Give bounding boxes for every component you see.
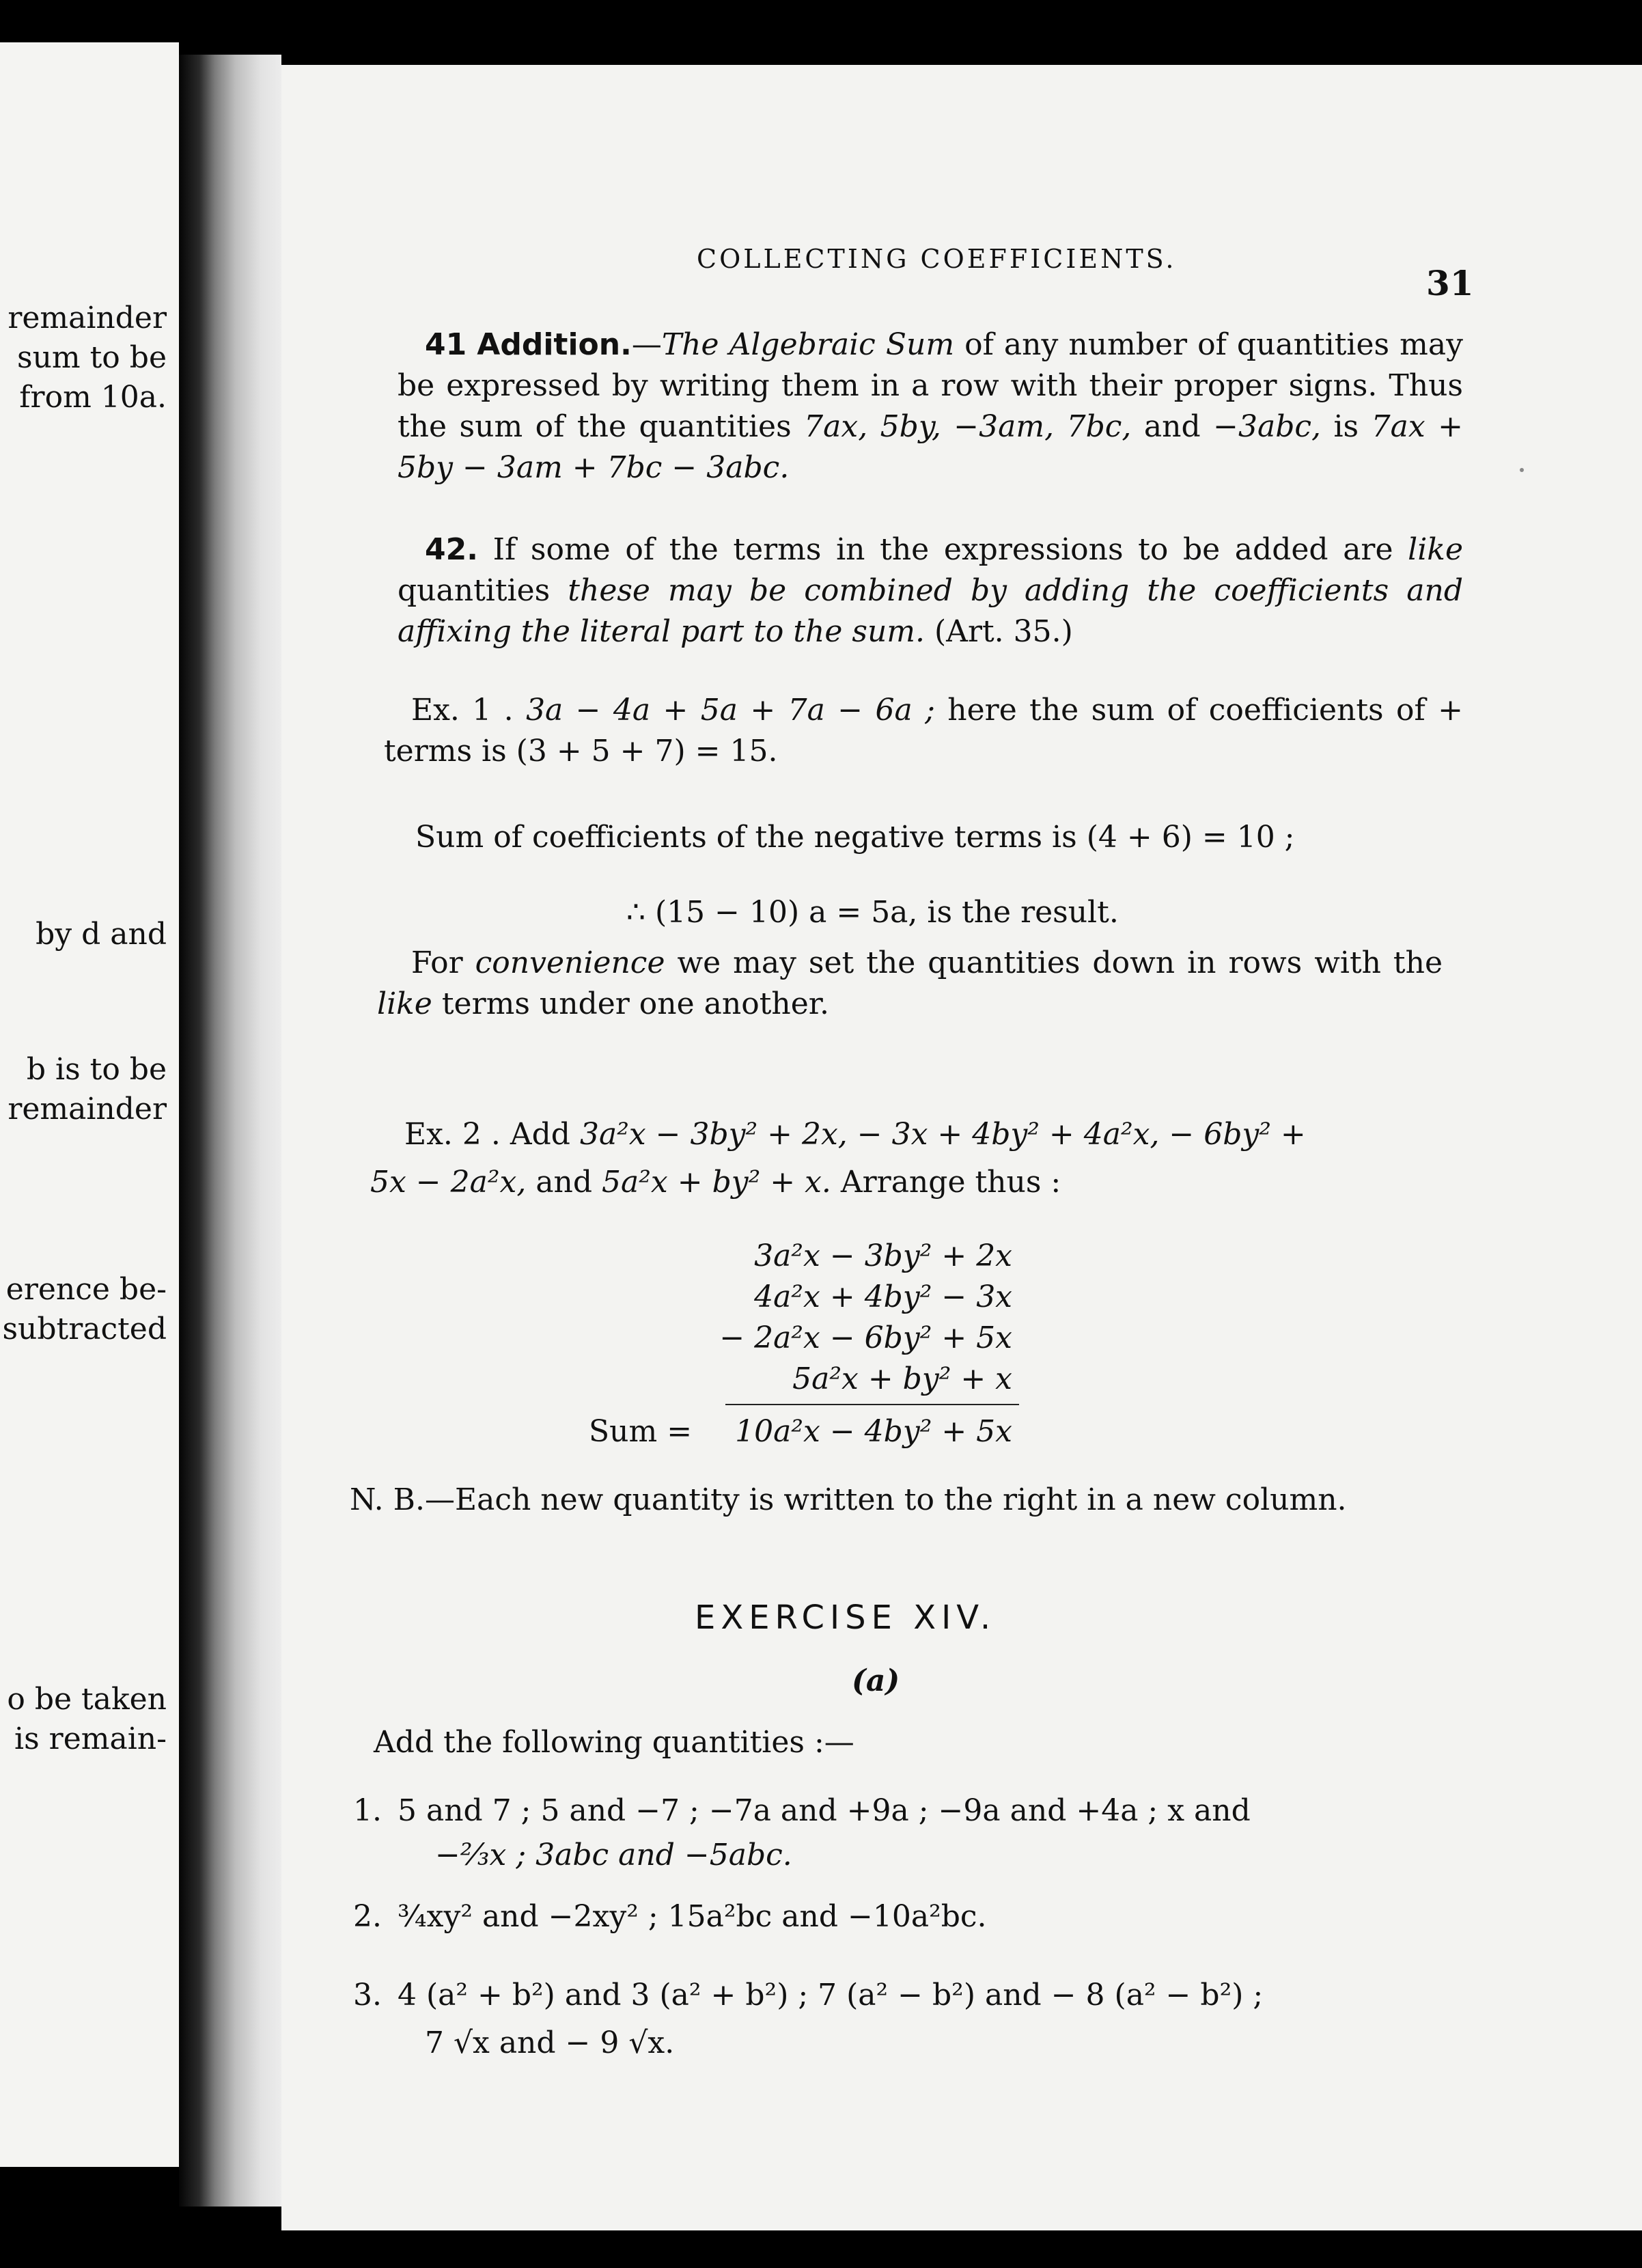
example-label: Ex. 2 . Add (404, 1117, 570, 1152)
paper-speck (1520, 468, 1524, 472)
sum-rule (725, 1404, 1019, 1405)
example-text: here the sum of coefficients of + terms is (3 + 5 + 7) = 15. (384, 693, 1464, 769)
example-2-line-2 (370, 1165, 1061, 1200)
left-page-line: erence be- (5, 1272, 167, 1307)
math-expression: 7ax + 5by − 3am + 7bc − 3abc. (398, 409, 1463, 485)
math-expression: 7ax, 5by, −3am, 7bc, (804, 409, 1132, 444)
article-text: of any number of quantities may be expressed by writing them in a row with their proper signs. Thus the sum of the quantities (398, 327, 1463, 444)
left-page-line: b is to be (26, 1052, 167, 1087)
example-1 (384, 690, 1463, 772)
paragraph-text: we may set the quantities down in rows with the (665, 945, 1443, 980)
left-page-line: o be taken (7, 1682, 167, 1717)
article-text: quantities (398, 573, 568, 608)
exercise-item-2: ¾xy² and −2xy² ; 15a²bc and −10a²bc. (398, 1899, 987, 1934)
article-41 (398, 324, 1463, 488)
math-expression: 5x − 2a²x, (370, 1165, 527, 1200)
left-page (0, 42, 179, 2167)
example-2-line-1 (404, 1117, 1306, 1152)
math-expression: 5a²x + by² + x. (602, 1165, 831, 1200)
arrangement-row: 3a²x − 3by² + 2x (754, 1239, 1012, 1273)
running-header: COLLECTING COEFFICIENTS. (697, 244, 1177, 274)
conjunction: and (526, 1165, 602, 1200)
article-text: If some of the terms in the expressions to be added are (477, 532, 1408, 567)
math-expression: −3abc, (1213, 409, 1321, 444)
exercise-intro: Add the following quantities :— (374, 1725, 854, 1760)
right-page (281, 65, 1642, 2230)
italic-term: The Algebraic Sum (661, 327, 955, 362)
article-number: 41 (425, 327, 467, 362)
paragraph-text: terms under one another. (432, 986, 829, 1021)
exercise-item-1-line-1: 5 and 7 ; 5 and −7 ; −7a and +9a ; −9a and +4a ; x and (398, 1793, 1251, 1828)
sum-label: Sum = (589, 1414, 693, 1449)
italic-term: convenience (475, 945, 665, 980)
left-page-line: subtracted (2, 1312, 167, 1346)
italic-term: like (1408, 532, 1463, 567)
example-label: Ex. 1 . (411, 693, 514, 728)
exercise-item-number: 1. (353, 1793, 382, 1828)
note-line: N. B.—Each new quantity is written to the right in a new column. (350, 1482, 1347, 1517)
italic-rule: these may be combined by adding the coefficients and affixing the literal part to the sum. (398, 573, 1464, 649)
left-page-line: sum to be (17, 340, 167, 375)
exercise-item-number: 3. (353, 1978, 382, 2013)
italic-term: like (377, 986, 432, 1021)
exercise-subtitle: (a) (852, 1663, 900, 1698)
exercise-item-3-line-2: 7 √x and − 9 √x. (425, 2025, 675, 2060)
article-number: 42. (425, 532, 478, 567)
article-heading: Addition. (477, 327, 632, 362)
exercise-item-3-line-1: 4 (a² + b²) and 3 (a² + b²) ; 7 (a² − b²) and − 8 (a² − b²) ; (398, 1978, 1264, 2013)
article-reference: (Art. 35.) (925, 614, 1073, 649)
arrangement-row: 5a²x + by² + x (792, 1361, 1012, 1396)
dash: — (631, 327, 662, 362)
arrangement-row: − 2a²x − 6by² + 5x (719, 1320, 1012, 1355)
exercise-title: EXERCISE XIV. (695, 1599, 997, 1637)
page-number: 31 (1426, 263, 1474, 303)
exercise-item-1-line-2: −⅔x ; 3abc and −5abc. (435, 1838, 792, 1872)
article-42 (398, 529, 1463, 652)
left-page-line: is remain- (14, 1721, 167, 1756)
conjunction: and (1131, 409, 1214, 444)
paragraph-text: For (411, 945, 475, 980)
convenience-paragraph (377, 943, 1443, 1025)
result-line: ∴ (15 − 10) a = 5a, is the result. (626, 895, 1119, 930)
arrangement-row: 4a²x + 4by² − 3x (754, 1280, 1012, 1314)
conjunction: is (1320, 409, 1372, 444)
book-gutter (179, 55, 281, 2207)
left-page-line: from 10a. (19, 380, 167, 415)
left-page-line: by d and (36, 917, 167, 952)
exercise-item-number: 2. (353, 1899, 382, 1934)
left-page-line: remainder (8, 1092, 167, 1126)
math-expression: 3a²x − 3by² + 2x, − 3x + 4by² + 4a²x, − 6by² + (579, 1117, 1306, 1152)
left-page-line: remainder (8, 301, 167, 335)
sum-value: 10a²x − 4by² + 5x (735, 1414, 1012, 1449)
negative-sum-line: Sum of coefficients of the negative terms is (4 + 6) = 10 ; (415, 820, 1295, 855)
math-expression: 3a − 4a + 5a + 7a − 6a ; (526, 693, 935, 728)
instruction-text: Arrange thus : (831, 1165, 1061, 1200)
